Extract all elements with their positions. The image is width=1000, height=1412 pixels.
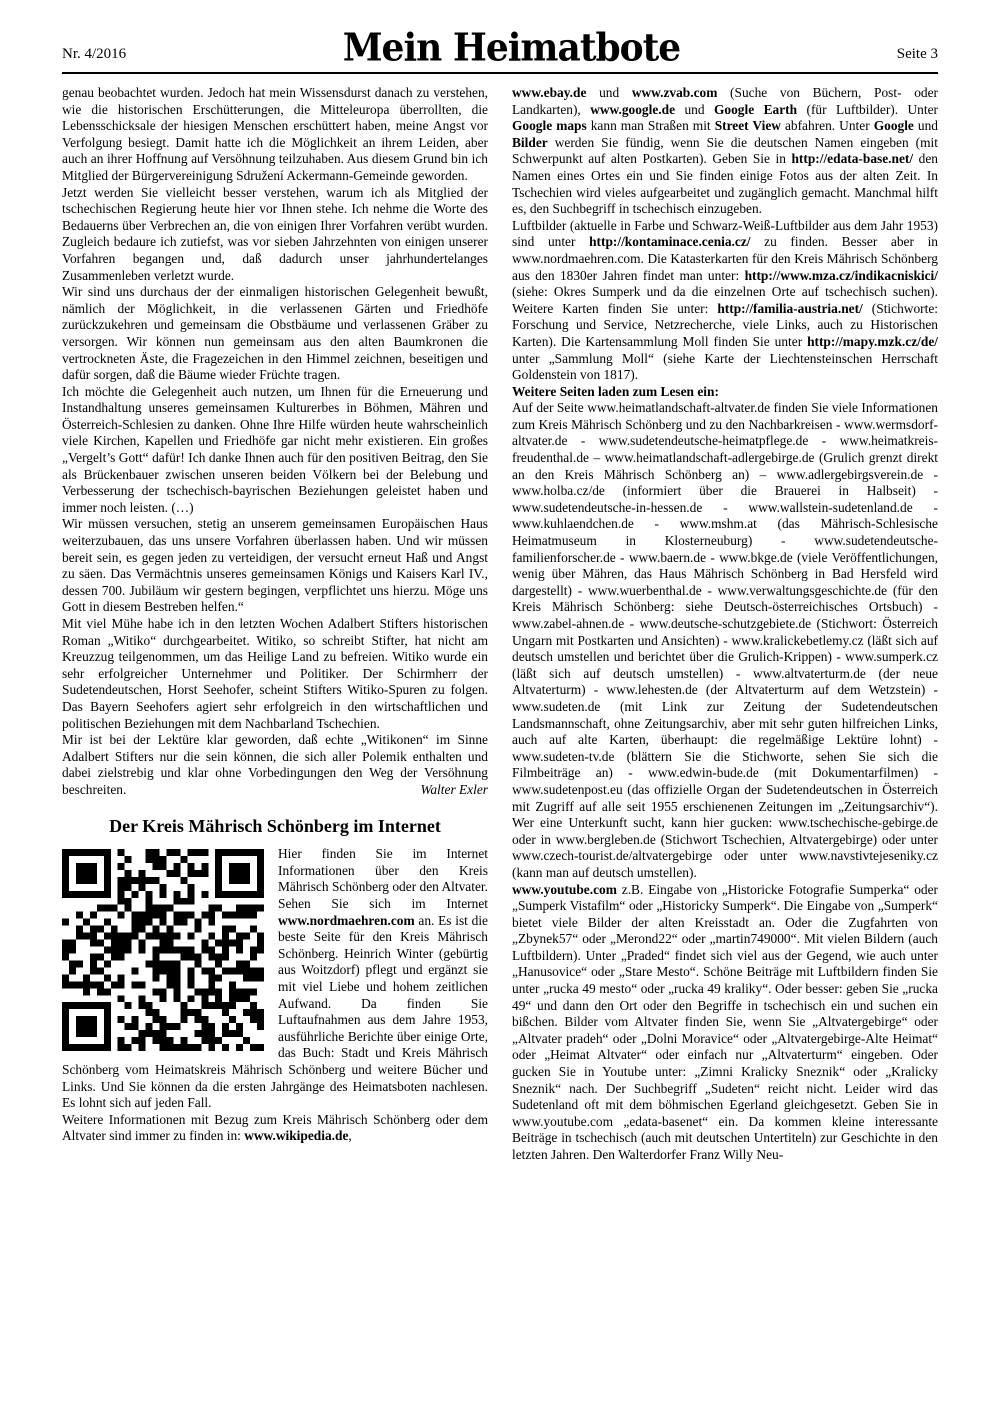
text-run: Weitere Seiten laden zum Lesen ein: bbox=[512, 383, 719, 399]
content-columns bbox=[0, 74, 1000, 1164]
text-run: Google bbox=[873, 118, 914, 134]
masthead-title: Mein Heimatbote bbox=[342, 25, 681, 71]
internet-section bbox=[62, 846, 488, 1145]
paragraph bbox=[62, 284, 488, 384]
paragraph bbox=[62, 616, 488, 732]
text-run: www.wikipedia.de bbox=[244, 1128, 349, 1144]
text-run: Google Earth bbox=[713, 101, 798, 117]
issue-number: Nr. 4/2016 bbox=[62, 46, 127, 62]
text-run: kann man Straßen mit bbox=[586, 118, 715, 134]
right-column bbox=[512, 85, 938, 1164]
paragraph bbox=[512, 384, 938, 401]
text-run: zu finden. Besser aber in www.nordmaehren.com. Die Katasterkarten für den Kreis Mährisch Schönberg aus den 1830er Jahren findet man unter: bbox=[512, 234, 939, 283]
page-header bbox=[0, 0, 1000, 72]
paragraph bbox=[512, 400, 938, 881]
paragraph bbox=[512, 85, 938, 218]
text-run: Weitere Informationen mit Bezug zum Kreis Mährisch Schönberg oder dem Altvater sind immer zu finden in: bbox=[62, 1111, 488, 1144]
text-run: Bilder bbox=[512, 134, 548, 150]
author-signature: Walter Exler bbox=[420, 781, 488, 797]
text-run: Jetzt werden Sie vielleicht besser verstehen, warum ich als Mitglied der tschechischen Regierung heute hier vor Ihnen stehe. Ich nehme die Worte des Bedauerns über Verbrechen an, die von einigen Ihrer Vorfahren verübt wurden. Zugleich bedaure ich zutiefst, was vor sieben Jahrzehnten von einigen unserer Vorfahren begangen und, daß dadurch unser jahrhundertelanges Zusammenleben verletzt wurde. bbox=[62, 184, 488, 283]
paragraph bbox=[512, 218, 938, 384]
text-run: und bbox=[913, 118, 938, 134]
text-run: Street View bbox=[714, 118, 781, 134]
text-run: www.nordmaehren.com bbox=[278, 912, 415, 928]
paragraph bbox=[62, 85, 488, 185]
text-run: an. Es ist die beste Seite für den Kreis Mährisch Schönberg. Heinrich Winter (gebürtig aus Woitzdorf) pflegt und ergänzt sie mit viel Liebe und hohem zeitlichen Aufwand. Da finden Sie Luftaufnahmen aus dem Jahre 1953, ausführliche Berichte über einige Orte, das Buch: Stadt und Kreis Mährisch Schönberg vom Heimatskreis Mährisch Schönberg und weitere Bücher und Links. Und Sie können da die ersten Jahrgänge des Heimatsboten nachlesen. Es lohnt sich auf jeden Fall. bbox=[62, 912, 488, 1111]
text-run: abfahren. Unter bbox=[780, 118, 874, 134]
text-run: werden Sie fündig, wenn Sie die deutschen Namen eingeben (mit Schwerpunkt auf alten Postkarten). Geben Sie in bbox=[512, 134, 938, 167]
text-run: Mir ist bei der Lektüre klar geworden, daß echte „Witikonen“ im Sinne Adalbert Stifters nur die sein können, die sich aller Polemik enthalten und dabei zielstrebig und klar ohne Vorbedingungen den Weg der Versöhnung beschreiten. bbox=[62, 732, 488, 797]
text-run: http://edata-base.net/ bbox=[791, 151, 914, 167]
text-run: genau beobachtet wurden. Jedoch hat mein Wissensdurst danach zu verstehen, wie die historischen Erschütterungen, die Mitteleuropa überrollten, die Lebensschicksale der hiesigen Menschen erschüttert haben, meine Angst vor Verfolgung besiegt. Damit hatte ich die Möglichkeit an ihrem Leiden, aber auch an ihrer Hoffnung auf Versöhnung teilzuhaben. Aus diesem Grund bin ich Mitglied der Bürgervereinigung Sdružení Ackermann-Gemeinde geworden. bbox=[62, 85, 488, 183]
text-run: (Suche von Büchern, Post- oder Landkarten), bbox=[512, 85, 939, 117]
text-run: und bbox=[586, 85, 632, 100]
text-run: www.zvab.com bbox=[631, 85, 718, 100]
text-run: http://familia-austria.net/ bbox=[717, 300, 863, 316]
text-run: http://www.mza.cz/indikacniskici/ bbox=[744, 267, 938, 283]
page-number: Seite 3 bbox=[896, 46, 938, 62]
qr-code bbox=[62, 849, 264, 1051]
text-run: Auf der Seite www.heimatlandschaft-altvater.de finden Sie viele Informationen zum Kreis Mährisch Schönberg und zu den Nachbarkreisen - www.wermsdorf-altvater.de - www.sudetendeutsche-heimatpflege.de - www.heimatkreis-freudenthal.de – www.heimatlandschaft-adlergebirge.de (Grulich grenzt direkt an den Kreis Mährisch Schönberg an) – www.adlergebirgsverein.de - www.holba.cz/de (informiert über die Brauerei in Halbseit) - www.sudetendeutsche-in-hessen.de - www.wallstein-sudetenland.de - www.kuhlaendchen.de - www.mshm.at (das Mährisch-Schlesische Heimatmuseum in Klosterneuburg) - www.sudetendeutsche-familienforscher.de - www.baern.de - www.bkge.de (viele Veröffentlichungen, wenig über Mähren, das Haus Mährisch Schönberg in Bad Hersfeld wird dargestellt) - www.wuerbenthal.de - www.verwaltungsgeschichte.de (für den Kreis Mährisch Schönberg: siehe Deutsch-österreichisches Ortsbuch) - www.zabel-ahnen.de - www.deutsche-schutzgebiete.de (Stichwort: Österreich Ungarn mit Postkarten und Ansichten) - www.kralickebetlemy.cz (läßt sich auf deutsch umstellen und berichtet über die Grulich-Krippen) - www.sumperk.cz (läßt sich auf deutsch umstellen) - www.altvaterturm.de (der neue Altvaterturm) - www.lehesten.de (der Altvaterturm auf dem Wetzstein) - www.sudeten.de (mit Link zur Zeitung der Sudetendeutschen Landsmannschaft, ohne Zeitungsarchiv, aber mit sehr guten hilfreichen Links, auch auf alte Karten, überhaupt: die regelmäßige Lektüre lohnt) - www.sudeten-tv.de (blättern Sie die Stichworte, sehen Sie sich die Filmbeiträge an) - www.edwin-bude.de (mit Dokumentarfilmen) - www.sudetenpost.eu (das offizielle Organ der Sudetendeutschen in Österreich mit Zugriff auf alle seit 1955 erschienenen Zeitungen im „Zeitungsarchiv“). Wer eine Unterkunft sucht, kann hier gucken: www.tschechische-gebirge.de oder in www.bergleben.de (Stichwort Tschechien, Altvatergebirge) oder unter www.czech-tourist.de/altvatergebirge oder unter www.navstivtejeseniky.cz (kann man auf deutsch umstellen). bbox=[512, 400, 938, 880]
text-run: (für Luftbilder). Unter bbox=[797, 101, 939, 117]
text-run: Ich möchte die Gelegenheit auch nutzen, um Ihnen für die Erneuerung und Instandhaltung unseres gemeinsamen Kulturerbes in Böhmen, Mähren und Österreich-Schlesien zu danken. Ohne Ihre Hilfe würden heute wahrscheinlich viele Kirchen, Kapellen und Friedhöfe gar nicht mehr existieren. Ein großes „Vergelt’s Gott“ dafür! Ich danke Ihnen auch für den positiven Beitrag, den Sie als Brückenbauer zwischen unseren beiden Völkern bei der Belebung und Verbesserung der tschechisch-bayrischen Beziehungen geleistet haben und immer noch leisten. (…) bbox=[62, 383, 488, 515]
text-run: und bbox=[675, 101, 714, 117]
text-run: Luftbilder (aktuelle in Farbe und Schwarz-Weiß-Luftbilder aus dem Jahr 1953) sind unter bbox=[512, 217, 938, 250]
text-run: Google maps bbox=[512, 118, 587, 134]
text-run: http://mapy.mzk.cz/de/ bbox=[807, 333, 938, 349]
text-run: (Stichworte: Forschung und Service, Netzrecherche, viele Links, auch zu Historischen Karten). Die Kartensammlung Moll finden Sie unter bbox=[512, 300, 938, 349]
text-run: Hier finden Sie im Internet Informationen über den Kreis Mährisch Schönberg oder den Altvater. Sehen Sie sich im Internet bbox=[278, 846, 488, 911]
text-run: http://kontaminace.cenia.cz/ bbox=[589, 234, 751, 250]
links-article bbox=[512, 85, 938, 1164]
text-run: Wir sind uns durchaus der der einmaligen historischen Gelegenheit bewußt, nämlich der Möglichkeit, in die verlassenen Gärten und Friedhöfe zurückzukehren und gemeinsam die Obstbäume und verlassenen Gräber zu versorgen. Wir können nun gemeinsam aus den alten Baumkronen die vertrockneten Äste, die Fragezeichen in den Himmel zeichnen, beseitigen und dafür sorgen, daß die Bäume wieder Früchte tragen. bbox=[62, 284, 488, 383]
text-run: www.youtube.com bbox=[512, 881, 617, 897]
paragraph bbox=[512, 882, 938, 1164]
section-heading: Der Kreis Mährisch Schönberg im Internet bbox=[109, 815, 441, 836]
text-run: (siehe: Okres Sumperk und da die einzelnen Orte auf tschechisch suchen). Weitere Karten finden Sie unter: bbox=[512, 284, 938, 316]
paragraph bbox=[62, 732, 488, 798]
text-run: z.B. Eingabe von „Historicke Fotografie Sumperka“ oder „Sumperk Vistafilm“ oder „Historicky Sumperk“. Die Eingabe von „Sumperk“ bietet viele Bilder der alten Kreisstadt an. Oder die Zugfahrten von „Zbynek57“ oder „Merond22“ oder „martin749000“. Mit vielen Bildern (auch Luftbildern). Unter „Praded“ findet sich viel aus der Gegend, wie auch unter „Hanusovice“ oder „Stare Mesto“. Schöne Beiträge mit Luftbildern finden Sie unter „rucka 49 mesto“ oder „rucka 49 kraliky“. Oder besser: geben Sie „rucka 49“ und dann den Ort oder den Begriffe in tschechisch ein und suchen ein bißchen. Bilder vom Altvater finden Sie, wenn Sie „Altvatergebirge“ oder „Altvater pradeh“ oder „Dolni Moravice“ oder „Altvatergebirge-Alte Heimat“ oder „Heimat Altvater“ oder einfach nur „Altvaterturm“ eingeben. Oder gucken Sie in Youtube unter: „Zimni Kralicky Sneznik“ oder „Kralicky Sneznik“ nach. Der Suchbegriff „Sudeten“ reicht nicht. Leider wird das Sudetenland oft mit dem böhmischen Egerland gleichgesetzt. Geben Sie in www.youtube.com „edata-basenet“ ein. Da kommen kleine interessante Beiträge in tschechisch (auch mit deutschen Untertiteln) zur Geschichte in den letzten Jahren. Den Walterdorfer Franz Willy Neu- bbox=[512, 881, 938, 1162]
text-run: den Namen eines Ortes ein und Sie finden einige Fotos aus der alten Zeit. In Tschechien wird vieles aufgearbeitet und zugänglich gemacht. Manchmal hilft es, den Suchbegriff in tschechisch einzugeben. bbox=[512, 151, 938, 217]
text-run: www.google.de bbox=[590, 101, 676, 117]
paragraph bbox=[62, 384, 488, 517]
article-continuation bbox=[62, 85, 488, 799]
paragraph bbox=[62, 1112, 488, 1145]
paragraph bbox=[62, 185, 488, 285]
text-run: Wir müssen versuchen, stetig an unserem gemeinsamen Europäischen Haus weiterzubauen, das uns unsere Vorfahren überlassen haben. Und wir müssen bereit sein, es gegen jeden zu verteidigen, der versucht erneut Haß und Angst zu säen. Das Vermächtnis unseres gemeinsamen Königs und Kaisers Karl IV., dessen 700. Jubiläum wir gestern begingen, verpflichtet uns hierzu. Möge uns Gott in diesem Bestreben helfen.“ bbox=[62, 516, 488, 615]
paragraph bbox=[62, 516, 488, 616]
text-run: , bbox=[348, 1128, 352, 1144]
text-run: www.ebay.de bbox=[512, 85, 587, 100]
text-run: Mit viel Mühe habe ich in den letzten Wochen Adalbert Stifters historischen Roman „Witiko“ durchgearbeitet. Witiko, so schreibt Stifter, hat nicht am Kreuzzug teilgenommen, um das Heilige Land zu befreien. Witiko wurde ein sehr erfolgreicher Unternehmer und Politiker. Der Schirmherr der Sudetendeutschen, Horst Seehofer, scheint Stifters Witiko-Spuren zu folgen. Das Bayern Seehofers agiert sehr erfolgreich in den wirtschaftlichen und politischen Beziehungen mit dem Nachbarland Tschechien. bbox=[62, 616, 488, 731]
left-column bbox=[62, 85, 488, 1164]
text-run: unter „Sammlung Moll“ (siehe Karte der Liechtensteinschen Herrschaft Goldenstein von 1817). bbox=[512, 350, 938, 383]
